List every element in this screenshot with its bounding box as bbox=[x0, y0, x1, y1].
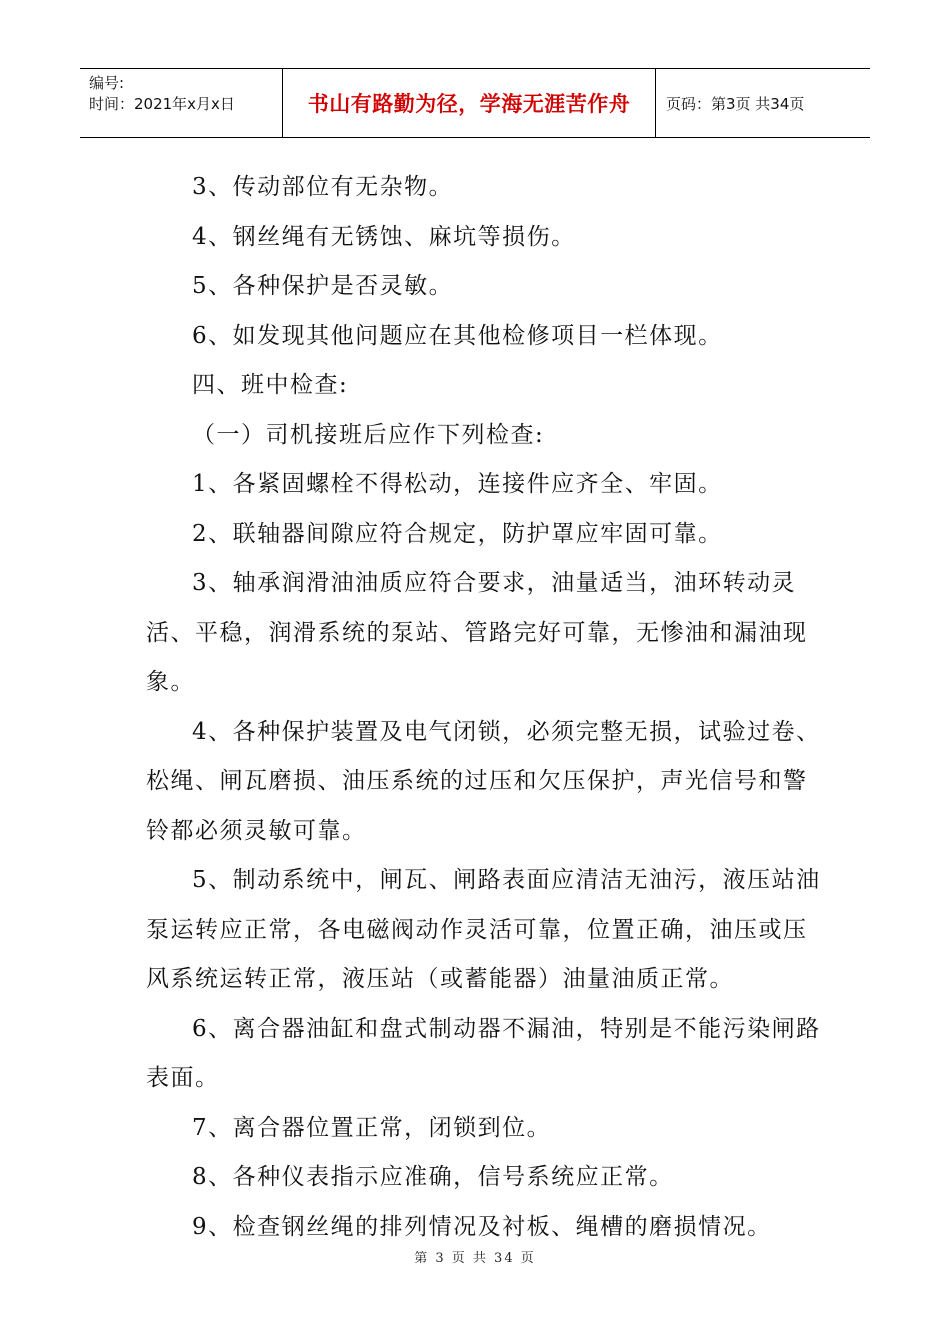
paragraph: 5、制动系统中，闸瓦、闸路表面应清洁无油污，液压站油泵运转应正常，各电磁阀动作灵活可靠，位置正确，油压或压风系统运转正常，液压站（或蓄能器）油量油质正常。 bbox=[146, 867, 821, 992]
header-motto bbox=[283, 69, 656, 137]
section-heading: 四、班中检查: bbox=[192, 372, 349, 398]
paragraph: 6、如发现其他问题应在其他检修项目一栏体现。 bbox=[192, 322, 723, 349]
paragraph: 6、离合器油缸和盘式制动器不漏油，特别是不能污染闸路表面。 bbox=[146, 1015, 821, 1091]
paragraph: 3、传动部位有无杂物。 bbox=[192, 174, 454, 200]
header-meta bbox=[80, 69, 283, 137]
document-body bbox=[146, 163, 826, 1252]
subsection-heading: （一）司机接班后应作下列检查: bbox=[192, 421, 545, 448]
paragraph: 2、联轴器间隙应符合规定，防护罩应牢固可靠。 bbox=[192, 520, 723, 547]
paragraph: 7、离合器位置正常，闭锁到位。 bbox=[192, 1114, 552, 1141]
paragraph: 9、检查钢丝绳的排列情况及衬板、绳槽的磨损情况。 bbox=[192, 1213, 772, 1240]
paragraph: 8、各种仪表指示应准确，信号系统应正常。 bbox=[192, 1164, 674, 1190]
paragraph: 4、各种保护装置及电气闭锁，必须完整无损，试验过卷、松绳、闸瓦磨损、油压系统的过压和欠压保护，声光信号和警铃都必须灵敏可靠。 bbox=[146, 718, 821, 844]
header-page-info bbox=[656, 69, 870, 137]
page-info-text: 页码：第3页 共34页 bbox=[666, 94, 805, 113]
paragraph: 4、钢丝绳有无锈蚀、麻坑等损伤。 bbox=[192, 223, 576, 250]
paragraph: 1、各紧固螺栓不得松动，连接件应齐全、牢固。 bbox=[192, 471, 723, 497]
paragraph: 5、各种保护是否灵敏。 bbox=[192, 273, 454, 299]
number-label: 编号: bbox=[89, 74, 125, 92]
motto-text: 书山有路勤为径，学海无涯苦作舟 bbox=[307, 92, 631, 116]
page-header bbox=[80, 68, 870, 138]
time-label: 时间：2021年x月x日 bbox=[89, 95, 235, 113]
page-footer: 第 3 页 共 34 页 bbox=[414, 1251, 536, 1266]
paragraph: 3、轴承润滑油油质应符合要求，油量适当，油环转动灵活、平稳，润滑系统的泵站、管路完好可靠，无惨油和漏油现象。 bbox=[146, 570, 808, 695]
